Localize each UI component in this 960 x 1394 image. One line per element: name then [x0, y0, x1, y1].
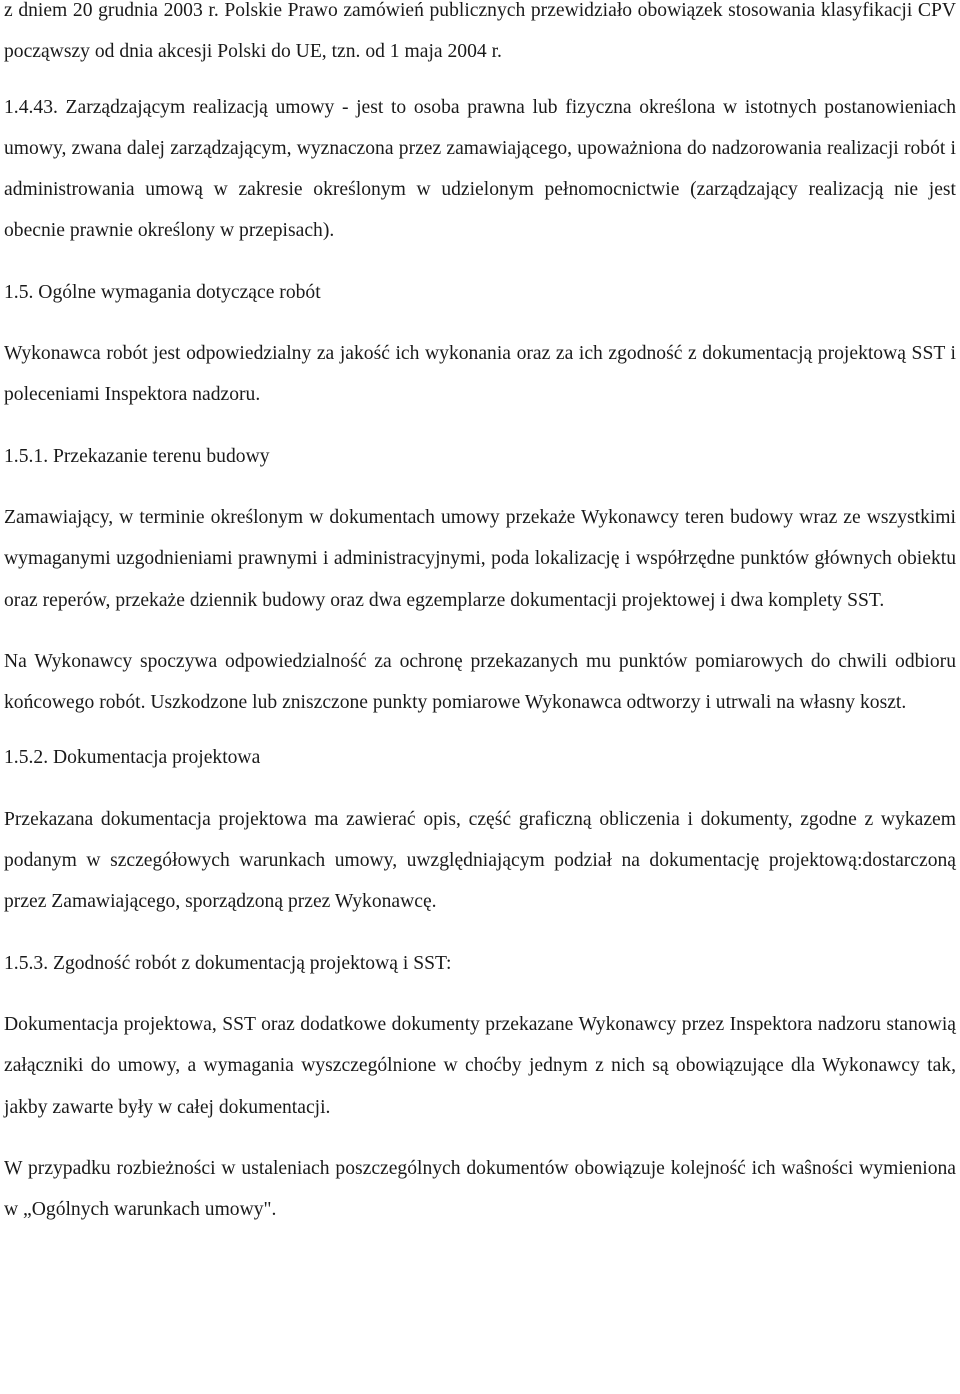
- paragraph-1-5: Wykonawca robót jest odpowiedzialny za jakość ich wykonania oraz za ich zgodność z dokumentacją projektową SST i poleceniami Inspektora nadzoru.: [4, 343, 956, 406]
- paragraph-1-5-3-b: W przypadku rozbieżności w ustaleniach poszczególnych dokumentów obowiązuje kolejność ich waŝności wymieniona w „Ogólnych warunkach umowy".: [4, 1157, 956, 1221]
- paragraph-1-5-3-a: Dokumentacja projektowa, SST oraz dodatkowe dokumenty przekazane Wykonawcy przez Inspektora nadzoru stanowią załączniki do umowy, a wymagania wyszczególnione w choćby jednym z nich są obowiązujące dla Wykonawcy tak, jakby zawarte były w całej dokumentacji.: [4, 1013, 956, 1118]
- paragraph-1-5-2: Przekazana dokumentacja projektowa ma zawierać opis, część graficzną obliczenia i dokumenty, zgodne z wykazem podanym w szczegółowych warunkach umowy, uwzględniającym podział na dokumentację projektową:dostarczoną przez Zamawiającego, sporządzoną przez Wykonawcę.: [4, 808, 956, 913]
- heading-1-5-2: 1.5.2. Dokumentacja projektowa: [4, 747, 261, 769]
- paragraph-1-4-43: 1.4.43. Zarządzającym realizacją umowy - jest to osoba prawna lub fizyczna określona w istotnych postanowieniach umowy, zwana dalej zarządzającym, wyznaczona przez zamawiającego, upoważniona do nadzorowania realizacji robót i administrowania umową w zakresie określonym w udzielonym pełnomocnictwie (zarządzający realizacją nie jest obecnie prawnie określony w przepisach).: [4, 96, 956, 242]
- heading-1-5-1: 1.5.1. Przekazanie terenu budowy: [4, 445, 270, 467]
- heading-1-5-3: 1.5.3. Zgodność robót z dokumentacją projektową i SST:: [4, 952, 452, 974]
- paragraph-1-5-1-a: Zamawiający, w terminie określonym w dokumentach umowy przekaże Wykonawcy teren budowy wraz ze wszystkimi wymaganymi uzgodnieniami prawnymi i administracyjnymi, poda lokalizację i współrzędne punktów głównych obiektu oraz reperów, przekaże dziennik budowy oraz dwa egzemplarze dokumentacji projektowej i dwa komplety SST.: [4, 506, 956, 611]
- paragraph-cpv: z dniem 20 grudnia 2003 r. Polskie Prawo zamówień publicznych przewidziało obowiązek stosowania klasyfikacji CPV począwszy od dnia akcesji Polski do UE, tzn. od 1 maja 2004 r.: [4, 0, 956, 63]
- heading-1-5: 1.5. Ogólne wymagania dotyczące robót: [4, 281, 321, 303]
- document-page: [4, 0, 956, 1230]
- paragraph-1-5-1-b: Na Wykonawcy spoczywa odpowiedzialność za ochronę przekazanych mu punktów pomiarowych do chwili odbioru końcowego robót. Uszkodzone lub zniszczone punkty pomiarowe Wykonawca odtworzy i utrwali na własny koszt.: [4, 650, 956, 714]
